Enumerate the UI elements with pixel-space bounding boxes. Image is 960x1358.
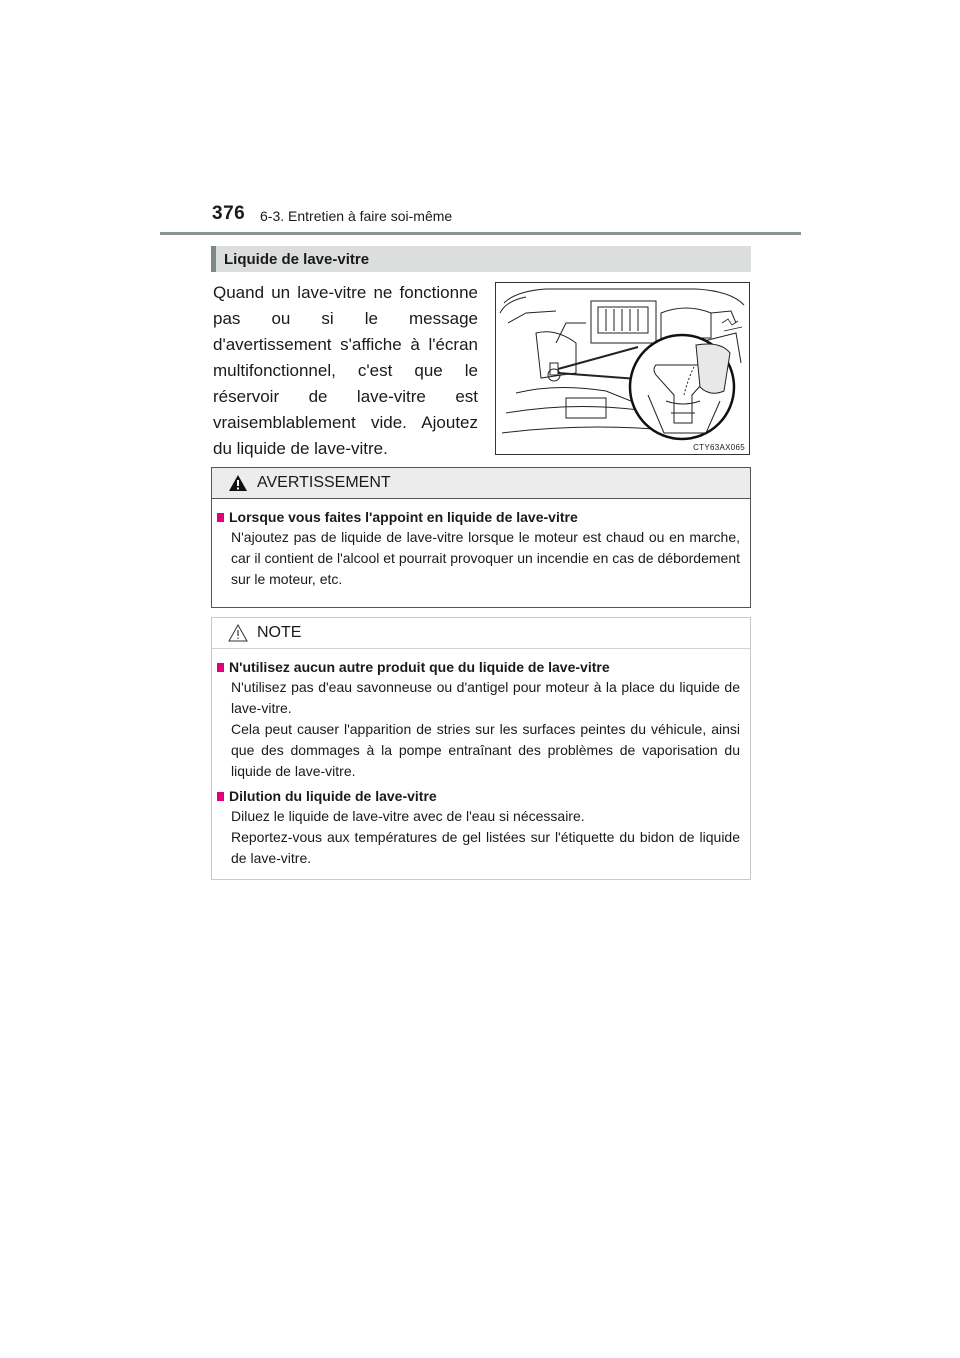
note-item-text	[217, 806, 740, 869]
note-header	[212, 618, 750, 649]
chapter-title: 6-3. Entretien à faire soi-même	[260, 208, 453, 224]
warning-body	[212, 499, 750, 590]
note-label: NOTE	[257, 624, 302, 641]
note-item-title	[217, 788, 740, 804]
engine-bay-drawing	[496, 283, 749, 454]
note-item-title	[217, 659, 740, 675]
warning-item-title	[217, 509, 740, 525]
note-item-text	[217, 677, 740, 782]
page-number: 376	[212, 203, 246, 224]
caution-triangle-icon	[228, 624, 248, 642]
bullet-square-icon	[217, 792, 224, 801]
note-item-paragraph: Reportez-vous aux températures de gel listées sur l'étiquette du bidon de liquide de lave-vitre.	[231, 829, 740, 866]
bullet-square-icon	[217, 663, 224, 672]
figure-code: CTY63AX065	[693, 443, 745, 452]
engine-illustration	[495, 282, 750, 455]
warning-header	[212, 468, 750, 499]
warning-label: AVERTISSEMENT	[257, 474, 391, 491]
note-body	[212, 649, 750, 869]
warning-item-text: N'ajoutez pas de liquide de lave-vitre lorsque le moteur est chaud ou en marche, car il contient de l'alcool et pourrait provoquer un incendie en cas de débordement sur le moteur, etc.	[231, 529, 740, 587]
note-box	[211, 617, 751, 880]
note-item-paragraph: Cela peut causer l'apparition de stries sur les surfaces peintes du véhicule, ainsi que des dommages à la pompe entraînant des problèmes de vaporisation du liquide de lave-vitre.	[231, 721, 740, 779]
note-item-paragraph: Diluez le liquide de lave-vitre avec de l'eau si nécessaire.	[231, 808, 585, 824]
header-rule	[160, 232, 801, 235]
note-item-title-text: Dilution du liquide de lave-vitre	[229, 788, 437, 804]
section-heading	[211, 246, 751, 272]
note-item-paragraph: N'utilisez pas d'eau savonneuse ou d'antigel pour moteur à la place du liquide de lave-vitre.	[231, 679, 740, 716]
bullet-square-icon	[217, 513, 224, 522]
section-title: Liquide de lave-vitre	[224, 250, 370, 268]
warning-item-title-text: Lorsque vous faites l'appoint en liquide de lave-vitre	[229, 509, 578, 525]
warning-box	[211, 467, 751, 608]
warning-triangle-icon	[228, 474, 248, 492]
note-item-title-text: N'utilisez aucun autre produit que du liquide de lave-vitre	[229, 659, 610, 675]
intro-text: Quand un lave-vitre ne fonctionne pas ou si le message d'avertissement s'affiche à l'écran multifonctionnel, c'est que le réservoir de lave-vitre est vraisemblablement vide. Ajoutez du liquide de lave-vitre.	[213, 283, 478, 458]
